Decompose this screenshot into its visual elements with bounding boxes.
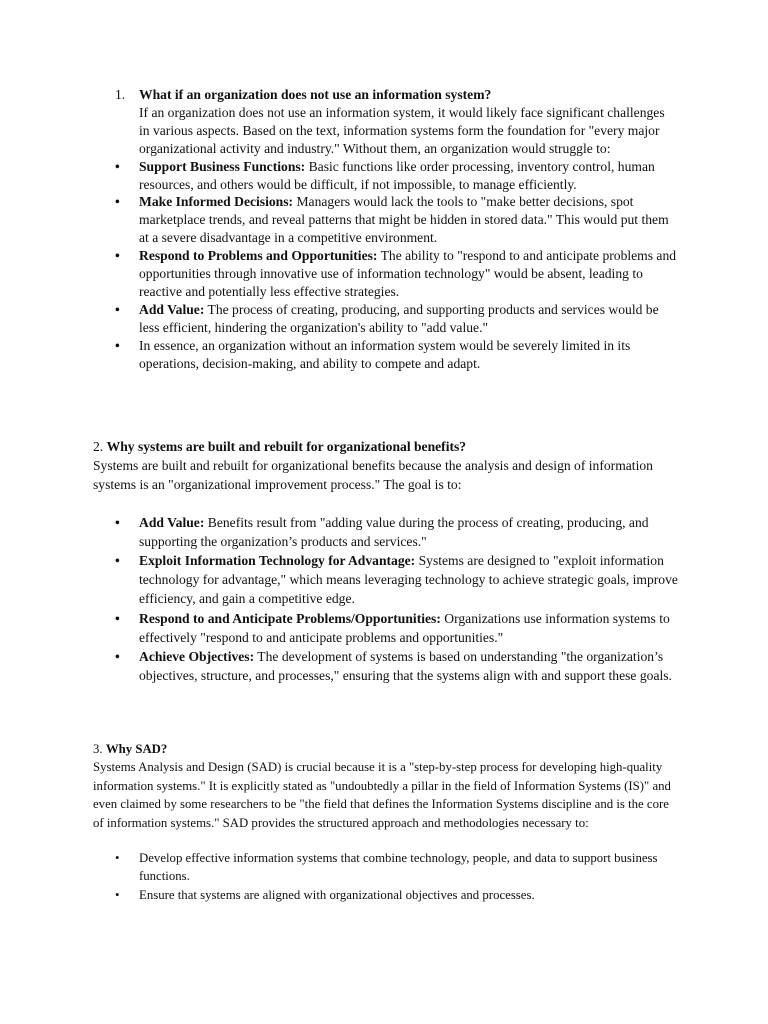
bullet-term: Respond to Problems and Opportunities: xyxy=(139,248,378,264)
bullet-text: Systems are designed to "exploit information technology for advantage," which means leveraging technology to achieve strategic goals, improve efficiency, and gain a competitive edge. xyxy=(139,553,678,607)
bullet-text: The development of systems is based on understanding "the organization’s objectives, structure, and processes," ensuring that the systems align with and support these goals. xyxy=(139,649,672,684)
section-2-heading xyxy=(93,437,678,456)
bullet-text: The process of creating, producing, and supporting products and services would be less efficient, hindering the organization's ability to "add value." xyxy=(139,301,659,335)
list-item xyxy=(93,609,678,647)
bullet-term: Support Business Functions: xyxy=(139,158,306,174)
section-1 xyxy=(93,86,678,373)
section-3-bullet-list xyxy=(93,849,678,904)
bullet-term: Exploit Information Technology for Advantage: xyxy=(139,553,416,569)
bullet-text: Managers would lack the tools to "make better decisions, spot marketplace trends, and reveal patterns that might be hidden in stored data." This would put them at a severe disadvantage in a competitive environment. xyxy=(139,194,669,246)
list-item xyxy=(93,193,678,247)
bullet-term: Make Informed Decisions: xyxy=(139,194,294,210)
bullet-text: Ensure that systems are aligned with organizational objectives and processes. xyxy=(139,887,535,902)
bullet-text: Organizations use information systems to effectively "respond to and anticipate problems and opportunities." xyxy=(139,610,670,645)
bullet-term: Respond to and Anticipate Problems/Opportunities: xyxy=(139,610,441,626)
list-item xyxy=(93,337,678,373)
list-item xyxy=(93,849,678,886)
list-item xyxy=(93,513,678,551)
bullet-text: The ability to "respond to and anticipate problems and opportunities through innovative use of information technology" would be absent, leading to reactive and potentially less effective strategies. xyxy=(139,248,677,299)
bullet-term: Achieve Objectives: xyxy=(139,649,255,665)
section-3-title: Why SAD? xyxy=(105,742,168,756)
bullet-text: Basic functions like order processing, inventory control, human resources, and others would be difficult, if not impossible, to manage efficiently. xyxy=(139,158,655,192)
bullet-term: Add Value: xyxy=(139,301,205,317)
list-item xyxy=(93,886,678,904)
list-item xyxy=(93,158,678,194)
section-3 xyxy=(93,740,678,904)
bullet-text: Develop effective information systems that combine technology, people, and data to support business functions. xyxy=(139,851,658,884)
bullet-text: In essence, an organization without an information system would be severely limited in its operations, decision-making, and ability to compete and adapt. xyxy=(139,337,631,371)
list-item xyxy=(93,301,678,337)
list-item xyxy=(93,551,678,609)
section-3-intro: Systems Analysis and Design (SAD) is crucial because it is a "step-by-step process for developing high-quality information systems." It is explicitly stated as "undoubtedly a pillar in the field of Information Systems (IS)" and even claimed by some researchers to be "the field that defines the Information Systems discipline and is the core of information systems." SAD provides the structured approach and methodologies necessary to: xyxy=(93,760,671,830)
section-1-heading xyxy=(93,86,678,104)
section-1-intro: If an organization does not use an information system, it would likely face significant challenges in various aspects. Based on the text, information systems form the foundation for "every major organizational activity and industry." Without them, an organization would struggle to: xyxy=(139,104,665,156)
list-item xyxy=(93,647,678,685)
section-2-intro: Systems are built and rebuilt for organizational benefits because the analysis and design of information systems is an "organizational improvement process." The goal is to: xyxy=(93,458,653,493)
section-1-number: 1. xyxy=(115,87,126,102)
bullet-term: Add Value: xyxy=(139,514,205,530)
section-2-bullet-list xyxy=(93,513,678,686)
section-2 xyxy=(93,437,678,685)
section-1-bullet-list xyxy=(93,158,678,373)
section-3-number: 3. xyxy=(93,742,103,756)
section-2-number: 2. xyxy=(93,439,104,454)
section-2-title: Why systems are built and rebuilt for organizational benefits? xyxy=(106,439,467,454)
list-item xyxy=(93,247,678,301)
bullet-text: Benefits result from "adding value during the process of creating, producing, and supporting the organization’s products and services." xyxy=(139,514,649,549)
section-1-title: What if an organization does not use an information system? xyxy=(139,87,492,102)
section-3-heading xyxy=(93,740,678,758)
